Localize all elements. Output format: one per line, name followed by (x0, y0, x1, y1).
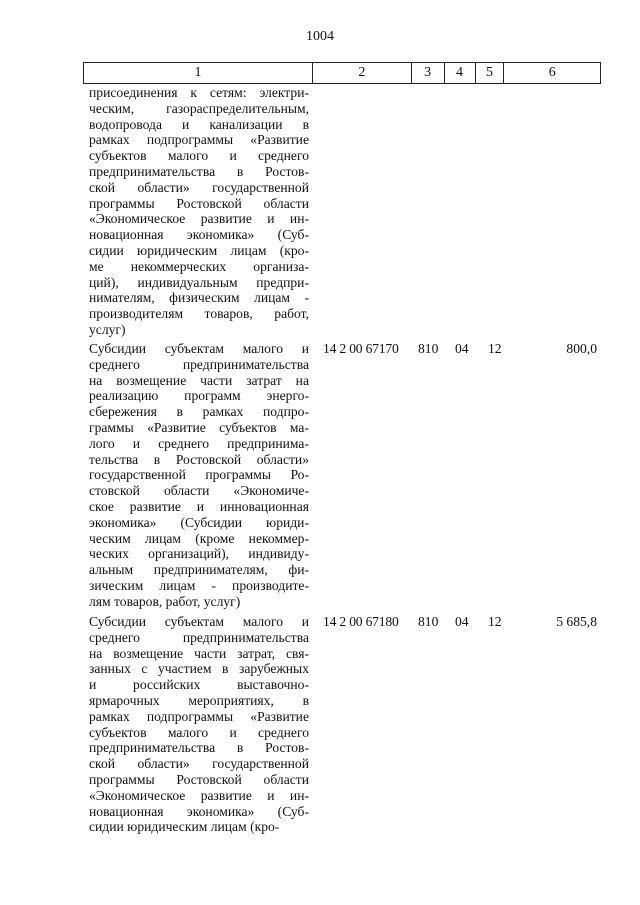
description-line: ской области» государственной (89, 756, 309, 772)
description-line: Субсидии субъектам малого и (89, 614, 309, 629)
description-line: реализацию программ энерго- (89, 388, 309, 404)
page-number: 1004 (306, 29, 334, 44)
description-line: рамках подпрограммы «Развитие (89, 132, 309, 148)
expense-type-code: 810 (418, 341, 439, 356)
description-line: предпринимательства в Ростов- (89, 163, 309, 179)
description-line: среднего предпринимательства (89, 356, 309, 372)
description-line: присоединения к сетям: электри- (89, 85, 309, 100)
description-line: «Экономическое развитие и ин- (89, 787, 309, 803)
row-description (89, 341, 309, 610)
description-line: программы Ростовской области (89, 771, 309, 787)
description-line: государственной программы Ро- (89, 467, 309, 483)
description-line: предпринимательства в Ростов- (89, 740, 309, 756)
description-line: субъектов малого и среднего (89, 724, 309, 740)
target-code: 14 2 00 67170 (323, 341, 399, 356)
target-code: 14 2 00 67180 (323, 614, 399, 629)
description-line: и российских выставочно- (89, 677, 309, 693)
row-description (89, 85, 309, 338)
amount: 800,0 (566, 341, 597, 356)
description-line: ческих организаций), индивиду- (89, 546, 309, 562)
description-line: рамках подпрограммы «Развитие (89, 708, 309, 724)
description-line: ций), индивидуальным предпри- (89, 274, 309, 290)
description-line: сидии юридическим лицам (кро- (89, 242, 309, 258)
section-code: 04 (455, 341, 469, 356)
description-line: ческим лицам (кроме некоммер- (89, 530, 309, 546)
description-line: ме некоммерческих организа- (89, 258, 309, 274)
description-line: нимателям, физическим лицам - (89, 290, 309, 306)
table-header (83, 62, 601, 84)
description-line: производителям товаров, работ, (89, 306, 309, 322)
row-description (89, 614, 309, 835)
header-col-2: 2 (313, 63, 412, 83)
description-line: экономика» (Субсидии юриди- (89, 514, 309, 530)
description-line: на возмещение части затрат, свя- (89, 645, 309, 661)
subsection-code: 12 (488, 341, 502, 356)
description-line: ярмарочных мероприятиях, в (89, 692, 309, 708)
subsection-code: 12 (488, 614, 502, 629)
description-line: на возмещение части затрат на (89, 372, 309, 388)
description-line: новационная экономика» (Суб- (89, 227, 309, 243)
header-col-3: 3 (412, 63, 445, 83)
section-code: 04 (455, 614, 469, 629)
description-line: новационная экономика» (Суб- (89, 803, 309, 819)
amount: 5 685,8 (556, 614, 597, 629)
header-col-4: 4 (445, 63, 476, 83)
description-line: среднего предпринимательства (89, 629, 309, 645)
description-line: субъектов малого и среднего (89, 148, 309, 164)
description-line: ское развитие и инновационная (89, 498, 309, 514)
header-col-1: 1 (84, 63, 313, 83)
expense-type-code: 810 (418, 614, 439, 629)
description-line: услуг) (89, 321, 126, 337)
header-col-5: 5 (476, 63, 505, 83)
description-line: граммы «Развитие субъектов ма- (89, 419, 309, 435)
description-line: ской области» государственной (89, 179, 309, 195)
header-col-6: 6 (548, 65, 556, 80)
description-line: лям товаров, работ, услуг) (89, 593, 241, 609)
description-line: лого и среднего предпринима- (89, 435, 309, 451)
description-line: программы Ростовской области (89, 195, 309, 211)
description-line: сбережения в рамках подпро- (89, 404, 309, 420)
description-line: альным предпринимателям, фи- (89, 562, 309, 578)
description-line: занных с участием в зарубежных (89, 661, 309, 677)
description-line: тельства в Ростовской области» (89, 451, 309, 467)
description-line: сидии юридическим лицам (кро- (89, 819, 280, 835)
description-line: ческим, газораспределительным, (89, 100, 309, 116)
description-line: Субсидии субъектам малого и (89, 341, 309, 356)
description-line: зическим лицам - производите- (89, 577, 309, 593)
description-line: «Экономическое развитие и ин- (89, 211, 309, 227)
description-line: стовской области «Экономиче- (89, 483, 309, 499)
description-line: водопровода и канализации в (89, 116, 309, 132)
